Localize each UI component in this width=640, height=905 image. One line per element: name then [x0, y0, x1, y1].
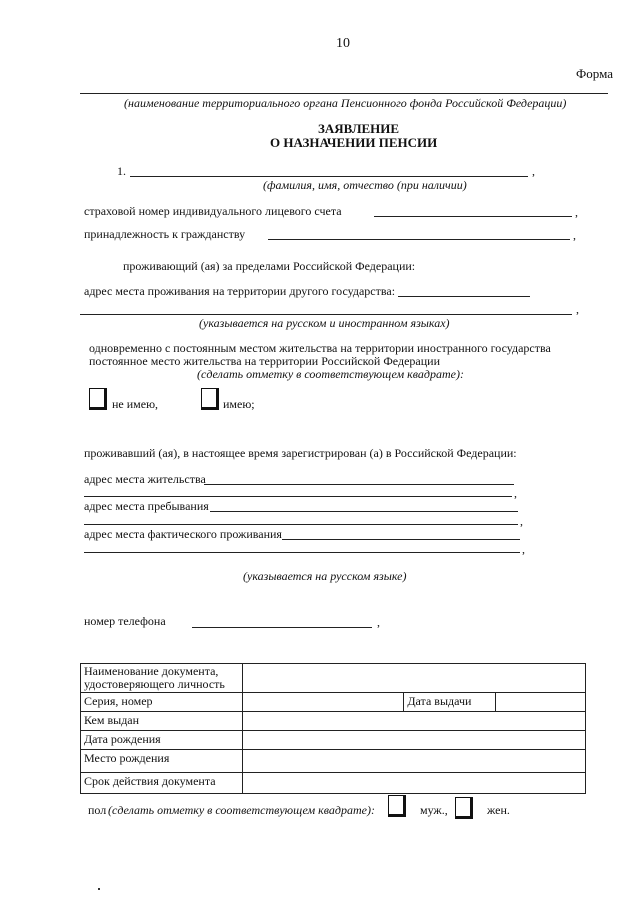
abroad-heading: проживающий (ая) за пределами Российской Федерации: — [123, 259, 416, 273]
table-row — [81, 773, 586, 794]
birth-date-value[interactable] — [242, 731, 585, 750]
series-number-label: Серия, номер — [81, 693, 243, 712]
page-number: 10 — [336, 36, 350, 51]
table-row — [81, 664, 586, 693]
validity-value[interactable] — [242, 773, 585, 794]
citizenship-field[interactable] — [268, 239, 570, 240]
permanent-text-line1: одновременно с постоянным местом жительства на территории иностранного государства — [89, 341, 551, 355]
female-label: жен. — [487, 803, 510, 817]
authority-field[interactable] — [80, 93, 608, 94]
sex-instruction: (сделать отметку в соответствующем квадрате): — [108, 803, 375, 817]
female-checkbox[interactable] — [455, 797, 473, 819]
name-caption: (фамилия, имя, отчество (при наличии) — [263, 178, 467, 192]
residence-label: адрес места жительства — [84, 472, 206, 486]
form-label: Форма — [576, 66, 613, 81]
issued-by-value[interactable] — [242, 712, 585, 731]
phone-field[interactable] — [192, 627, 372, 628]
issue-date-label: Дата выдачи — [404, 693, 496, 712]
residence-field-1[interactable] — [204, 484, 514, 485]
foreign-address-field-1[interactable] — [398, 296, 530, 297]
foreign-address-label: адрес места проживания на территории другого государства: — [84, 284, 396, 298]
citizenship-label: принадлежность к гражданству — [84, 227, 246, 241]
actual-label: адрес места фактического проживания — [84, 527, 282, 541]
permanent-text-line2: постоянное место жительства на территории Российской Федерации — [89, 354, 440, 368]
validity-label: Срок действия документа — [81, 773, 243, 794]
no-residence-checkbox[interactable] — [89, 388, 107, 410]
mark-instruction: (сделать отметку в соответствующем квадрате): — [197, 367, 464, 381]
scan-speck — [98, 888, 100, 890]
series-number-value[interactable] — [242, 693, 404, 712]
actual-field-2[interactable] — [84, 552, 520, 553]
doc-name-value[interactable] — [242, 664, 585, 693]
snils-field[interactable] — [374, 216, 572, 217]
table-row — [81, 750, 586, 773]
doc-name-label: Наименование документа, удостоверяющего личность — [81, 664, 243, 693]
stay-label: адрес места пребывания — [84, 499, 209, 513]
authority-caption: (наименование территориального органа Пенсионного фонда Российской Федерации) — [124, 96, 567, 110]
option-yes-label: имею; — [223, 397, 255, 411]
id-document-table — [80, 663, 586, 794]
male-checkbox[interactable] — [388, 795, 406, 817]
table-row — [81, 731, 586, 750]
issue-date-value[interactable] — [496, 693, 586, 712]
table-row — [81, 693, 586, 712]
foreign-address-field-2[interactable] — [80, 314, 572, 315]
actual-field-1[interactable] — [282, 539, 520, 540]
option-no-label: не имею, — [112, 397, 159, 411]
birth-place-label: Место рождения — [81, 750, 243, 773]
title-line2: О НАЗНАЧЕНИИ ПЕНСИИ — [270, 135, 438, 150]
snils-label: страховой номер индивидуального лицевого счета — [84, 204, 342, 218]
birth-place-value[interactable] — [242, 750, 585, 773]
registered-heading: проживавший (ая), в настоящее время зарегистрирован (а) в Российской Федерации: — [84, 446, 517, 460]
stay-field-2[interactable] — [84, 524, 518, 525]
full-name-field[interactable] — [130, 176, 528, 177]
phone-label: номер телефона — [84, 614, 166, 628]
sex-label: пол — [88, 803, 107, 817]
lang-caption-both: (указывается на русском и иностранном языках) — [199, 316, 450, 330]
birth-date-label: Дата рождения — [81, 731, 243, 750]
lang-caption-ru: (указывается на русском языке) — [243, 569, 407, 583]
issued-by-label: Кем выдан — [81, 712, 243, 731]
item-number: 1. — [117, 164, 126, 178]
residence-field-2[interactable] — [84, 496, 512, 497]
has-residence-checkbox[interactable] — [201, 388, 219, 410]
male-label: муж., — [420, 803, 448, 817]
table-row — [81, 712, 586, 731]
title-line1: ЗАЯВЛЕНИЕ — [318, 121, 400, 136]
stay-field-1[interactable] — [210, 511, 518, 512]
